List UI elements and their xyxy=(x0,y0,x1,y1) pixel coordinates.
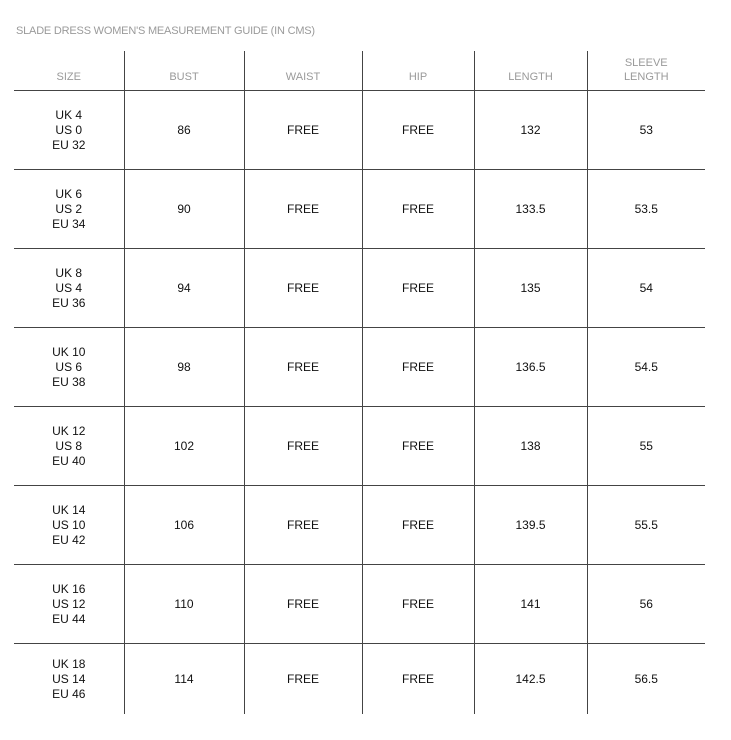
bust-cell: 102 xyxy=(124,407,244,486)
size-us: US 10 xyxy=(52,517,86,532)
hip-cell: FREE xyxy=(362,565,474,644)
table-row xyxy=(14,249,705,328)
hip-cell: FREE xyxy=(362,644,474,715)
size-us: US 4 xyxy=(55,280,83,295)
sleeve-cell: 53.5 xyxy=(587,170,705,249)
table-row xyxy=(14,565,705,644)
size-us: US 14 xyxy=(52,671,86,686)
size-cell xyxy=(14,249,124,328)
sleeve-cell: 53 xyxy=(587,91,705,170)
table-row xyxy=(14,91,705,170)
header-size: SIZE xyxy=(14,51,124,91)
table-row xyxy=(14,644,705,715)
header-row xyxy=(14,51,705,91)
size-cell xyxy=(14,486,124,565)
sleeve-cell: 56.5 xyxy=(634,672,658,686)
waist-cell: FREE xyxy=(244,328,362,407)
bust-cell: 94 xyxy=(124,249,244,328)
hip-cell: FREE xyxy=(362,486,474,565)
length-cell: 138 xyxy=(474,407,587,486)
size-cell xyxy=(14,407,124,486)
size-us: US 0 xyxy=(55,122,83,137)
waist-cell: FREE xyxy=(244,170,362,249)
size-uk: UK 8 xyxy=(55,265,83,280)
size-us: US 6 xyxy=(55,359,83,374)
hip-cell: FREE xyxy=(362,407,474,486)
length-cell: 132 xyxy=(474,91,587,170)
waist-cell: FREE xyxy=(244,91,362,170)
length-cell: 142.5 xyxy=(474,644,587,715)
size-uk: UK 14 xyxy=(52,502,86,517)
header-sleeve-line2: LENGTH xyxy=(623,71,669,83)
sleeve-cell: 54 xyxy=(587,249,705,328)
hip-cell: FREE xyxy=(362,328,474,407)
hip-cell: FREE xyxy=(362,170,474,249)
size-cell xyxy=(14,91,124,170)
waist-cell: FREE xyxy=(244,249,362,328)
size-us: US 12 xyxy=(52,596,86,611)
waist-cell: FREE xyxy=(244,407,362,486)
size-eu: EU 40 xyxy=(52,453,86,468)
header-sleeve-line1: SLEEVE xyxy=(624,57,668,69)
sleeve-cell: 55.5 xyxy=(587,486,705,565)
table-row xyxy=(14,486,705,565)
header-waist: WAIST xyxy=(244,51,362,91)
sleeve-cell: 54.5 xyxy=(587,328,705,407)
bust-cell: 110 xyxy=(124,565,244,644)
sleeve-cell: 55 xyxy=(587,407,705,486)
size-uk: UK 16 xyxy=(52,581,86,596)
bust-cell: 106 xyxy=(124,486,244,565)
table-row xyxy=(14,407,705,486)
sleeve-cell: 56 xyxy=(587,565,705,644)
size-uk: UK 18 xyxy=(52,656,86,671)
length-cell: 141 xyxy=(474,565,587,644)
table-row xyxy=(14,170,705,249)
measurement-table xyxy=(14,51,705,714)
size-eu: EU 46 xyxy=(52,686,86,701)
waist-cell: FREE xyxy=(244,565,362,644)
size-uk: UK 6 xyxy=(55,186,83,201)
size-us: US 2 xyxy=(55,201,83,216)
length-cell: 136.5 xyxy=(474,328,587,407)
size-us: US 8 xyxy=(55,438,83,453)
header-length: LENGTH xyxy=(474,51,587,91)
table-row xyxy=(14,328,705,407)
size-cell xyxy=(14,565,124,644)
size-uk: UK 4 xyxy=(55,107,83,122)
size-uk: UK 10 xyxy=(52,344,86,359)
hip-cell: FREE xyxy=(362,249,474,328)
size-eu: EU 34 xyxy=(52,216,86,231)
length-cell: 133.5 xyxy=(474,170,587,249)
bust-cell: 86 xyxy=(124,91,244,170)
size-cell xyxy=(14,328,124,407)
length-cell: 139.5 xyxy=(474,486,587,565)
hip-cell: FREE xyxy=(362,91,474,170)
size-eu: EU 32 xyxy=(52,137,86,152)
page-title: SLADE DRESS WOMEN'S MEASUREMENT GUIDE (IN CMS) xyxy=(16,25,315,37)
size-eu: EU 42 xyxy=(52,532,86,547)
size-eu: EU 44 xyxy=(52,611,86,626)
size-uk: UK 12 xyxy=(52,423,86,438)
header-sleeve-length xyxy=(587,51,705,91)
bust-cell: 114 xyxy=(124,644,244,715)
waist-cell: FREE xyxy=(244,486,362,565)
bust-cell: 90 xyxy=(124,170,244,249)
size-eu: EU 36 xyxy=(52,295,86,310)
waist-cell: FREE xyxy=(244,644,362,715)
size-cell xyxy=(14,644,124,715)
size-cell xyxy=(14,170,124,249)
bust-cell: 98 xyxy=(124,328,244,407)
header-hip: HIP xyxy=(362,51,474,91)
size-eu: EU 38 xyxy=(52,374,86,389)
length-cell: 135 xyxy=(474,249,587,328)
header-bust: BUST xyxy=(124,51,244,91)
